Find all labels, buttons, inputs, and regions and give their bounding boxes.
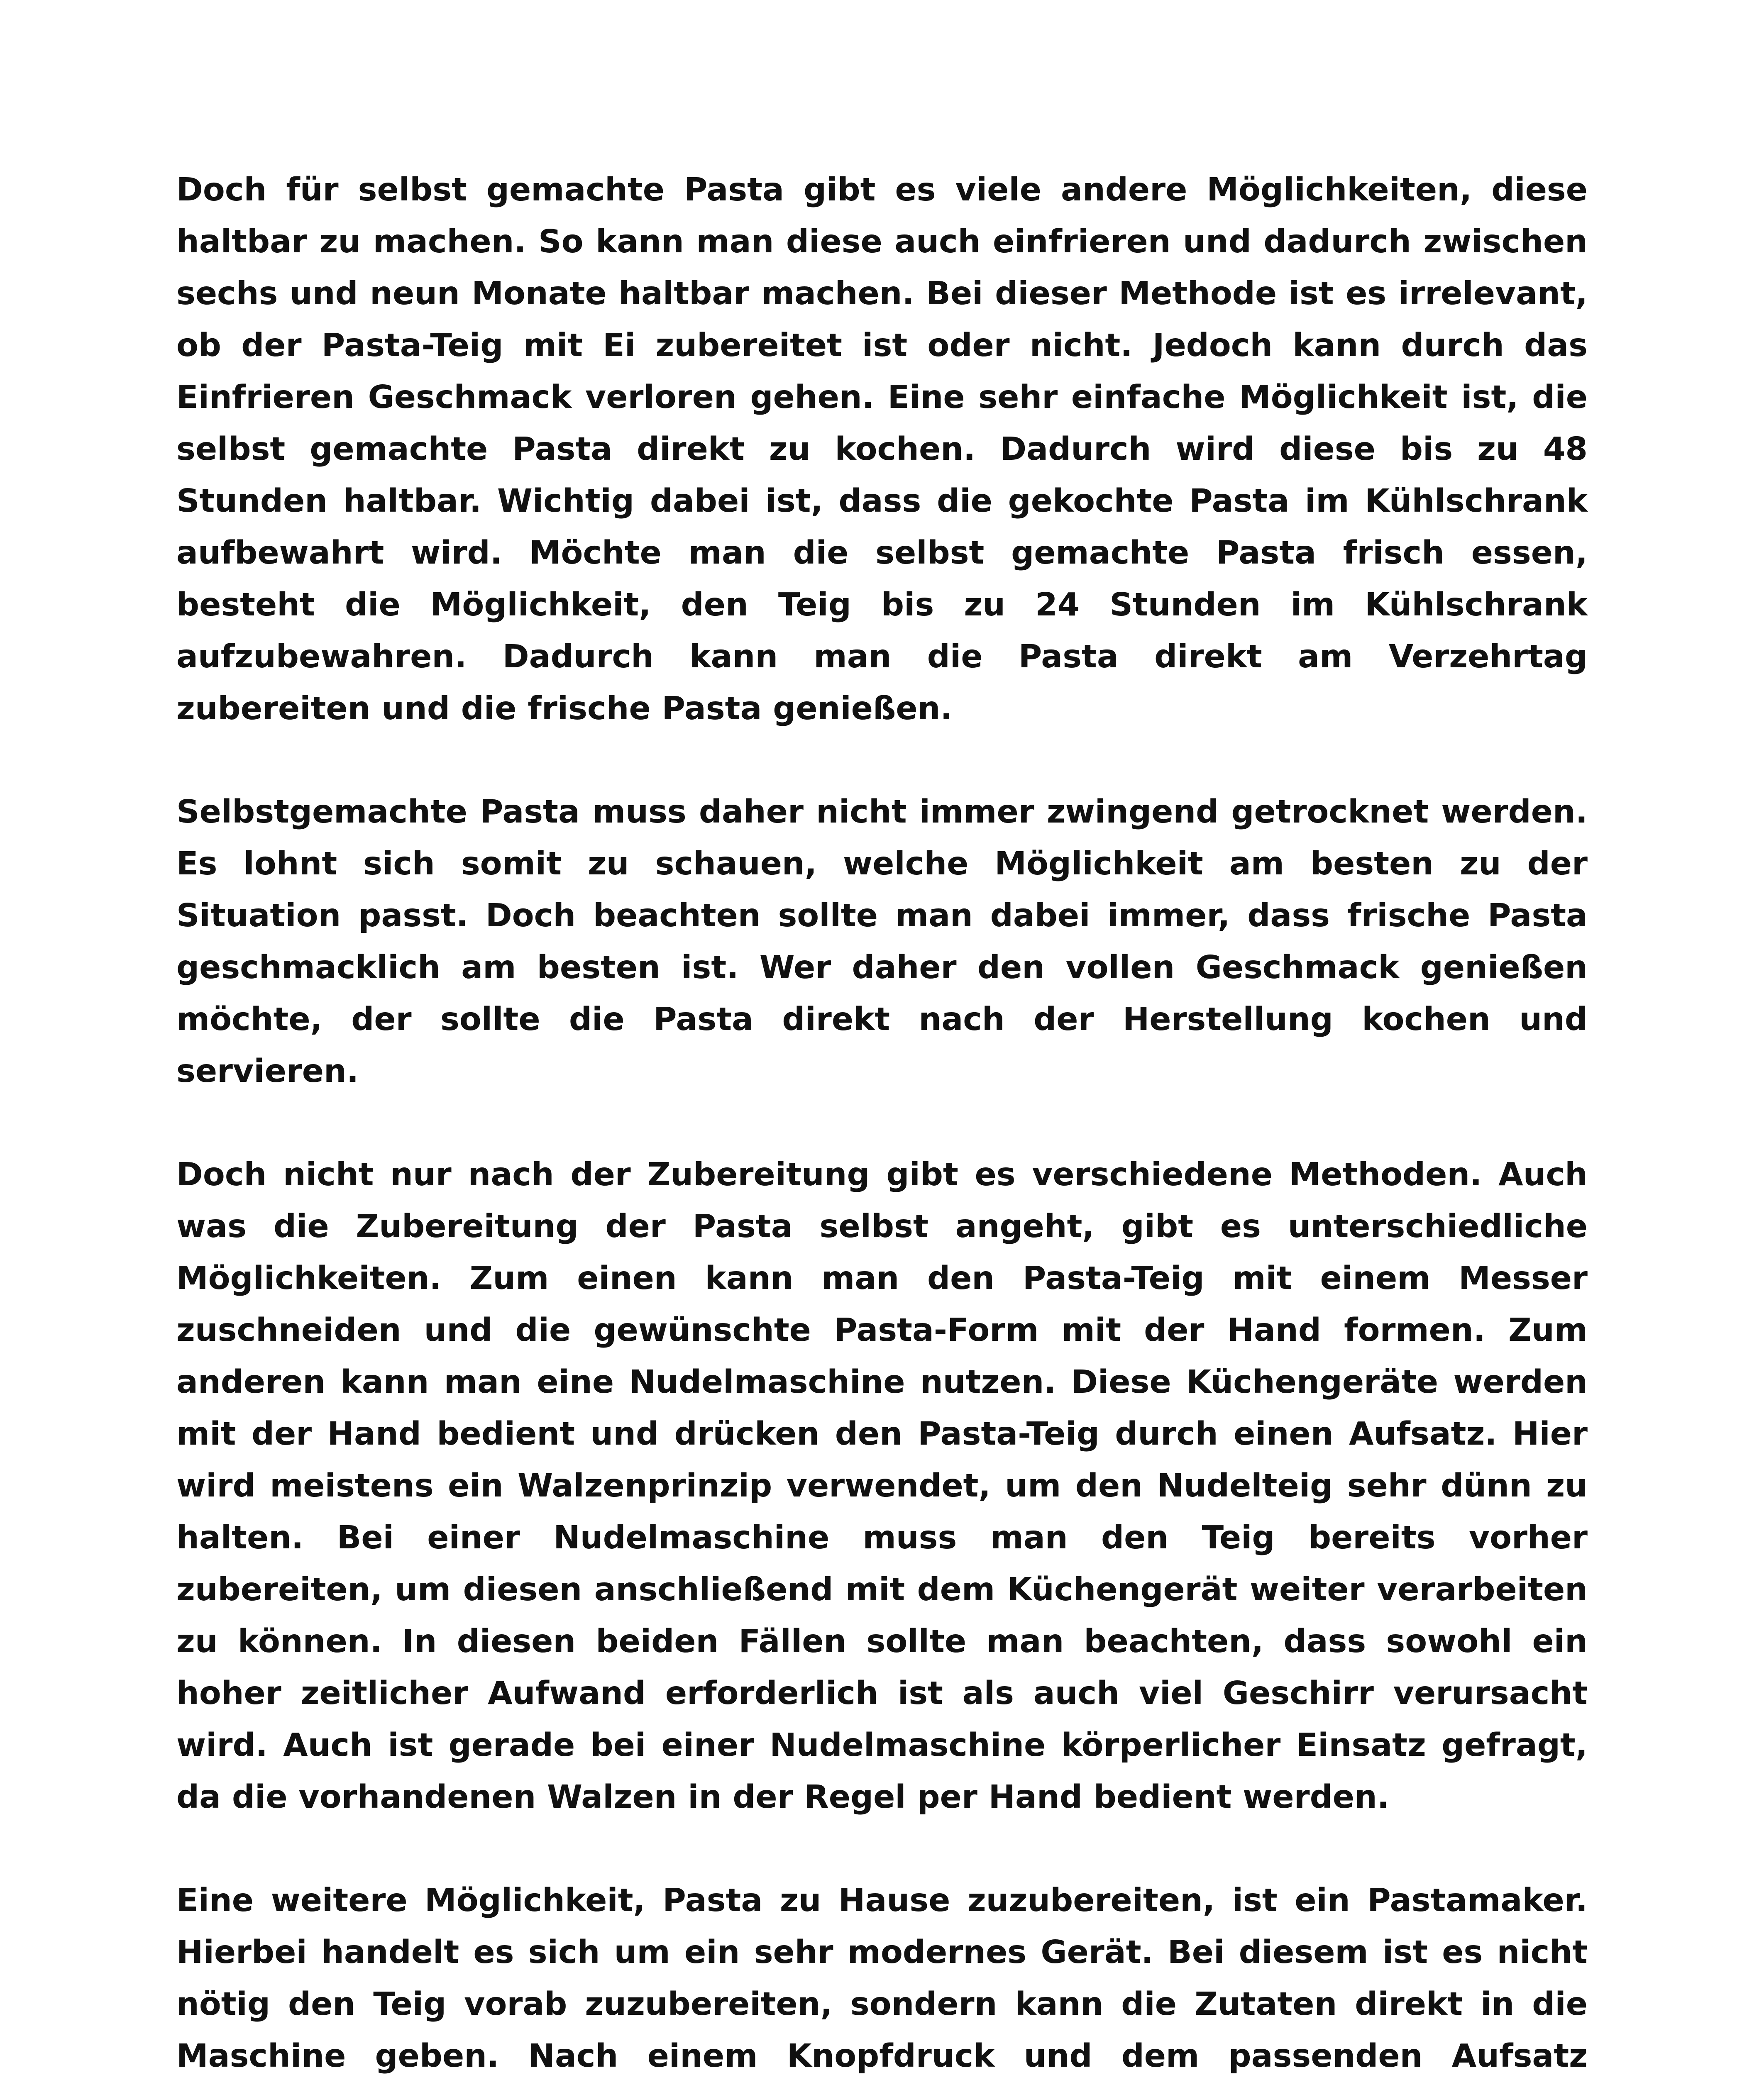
paragraph-preparation-methods: Doch nicht nur nach der Zubereitung gibt es verschiedene Methoden. Auch was die Zubereitung der Pasta selbst angeht, gibt es unterschiedliche Möglichkeiten. Zum einen kann man den Pasta-Teig mit einem Messer zuschneiden und die gewünschte Pasta-Form mit der Hand formen. Zum anderen kann man eine Nudelmaschine nutzen. Diese Küchengeräte werden mit der Hand bedient und drücken den Pasta-Teig durch einen Aufsatz. Hier wird meistens ein Walzenprinzip verwendet, um den Nudelteig sehr dünn zu halten. Bei einer Nudelmaschine muss man den Teig bereits vorher zubereiten, um diesen anschließend mit dem Küchengerät weiter verarbeiten zu können. In diesen beiden Fällen sollte man beachten, dass sowohl ein hoher zeitlicher Aufwand erforderlich ist als auch viel Geschirr verursacht wird. Auch ist gerade bei einer Nudelmaschine körperlicher Einsatz gefragt, da die vorhandenen Walzen in der Regel per Hand bedient werden. (176, 1156, 1588, 1816)
paragraph-fresh-pasta-summary: Selbstgemachte Pasta muss daher nicht immer zwingend getrocknet werden. Es lohnt sich somit zu schauen, welche Möglichkeit am besten zu der Situation passt. Doch beachten sollte man dabei immer, dass frische Pasta geschmacklich am besten ist. Wer daher den vollen Geschmack genießen möchte, der sollte die Pasta direkt nach der Herstellung kochen und servieren. (176, 793, 1588, 1090)
paragraph-preservation-methods: Doch für selbst gemachte Pasta gibt es viele andere Möglichkeiten, diese haltbar zu machen. So kann man diese auch einfrieren und dadurch zwischen sechs und neun Monate haltbar machen. Bei dieser Methode ist es irrelevant, ob der Pasta-Teig mit Ei zubereitet ist oder nicht. Jedoch kann durch das Einfrieren Geschmack verloren gehen. Eine sehr einfache Möglichkeit ist, die selbst gemachte Pasta direkt zu kochen. Dadurch wird diese bis zu 48 Stunden haltbar. Wichtig dabei ist, dass die gekochte Pasta im Kühlschrank aufbewahrt wird. Möchte man die selbst gemachte Pasta frisch essen, besteht die Möglichkeit, den Teig bis zu 24 Stunden im Kühlschrank aufzubewahren. Dadurch kann man die Pasta direkt am Verzehrtag zubereiten und die frische Pasta genießen. (176, 171, 1588, 727)
body-text (176, 164, 1588, 2075)
paragraph-pastamaker: Eine weitere Möglichkeit, Pasta zu Hause zuzubereiten, ist ein Pastamaker. Hierbei handelt es sich um ein sehr modernes Gerät. Bei diesem ist es nicht nötig den Teig vorab zuzubereiten, sondern kann die Zutaten direkt in die Maschine geben. Nach einem Knopfdruck und dem passenden Aufsatz (176, 1882, 1588, 2075)
